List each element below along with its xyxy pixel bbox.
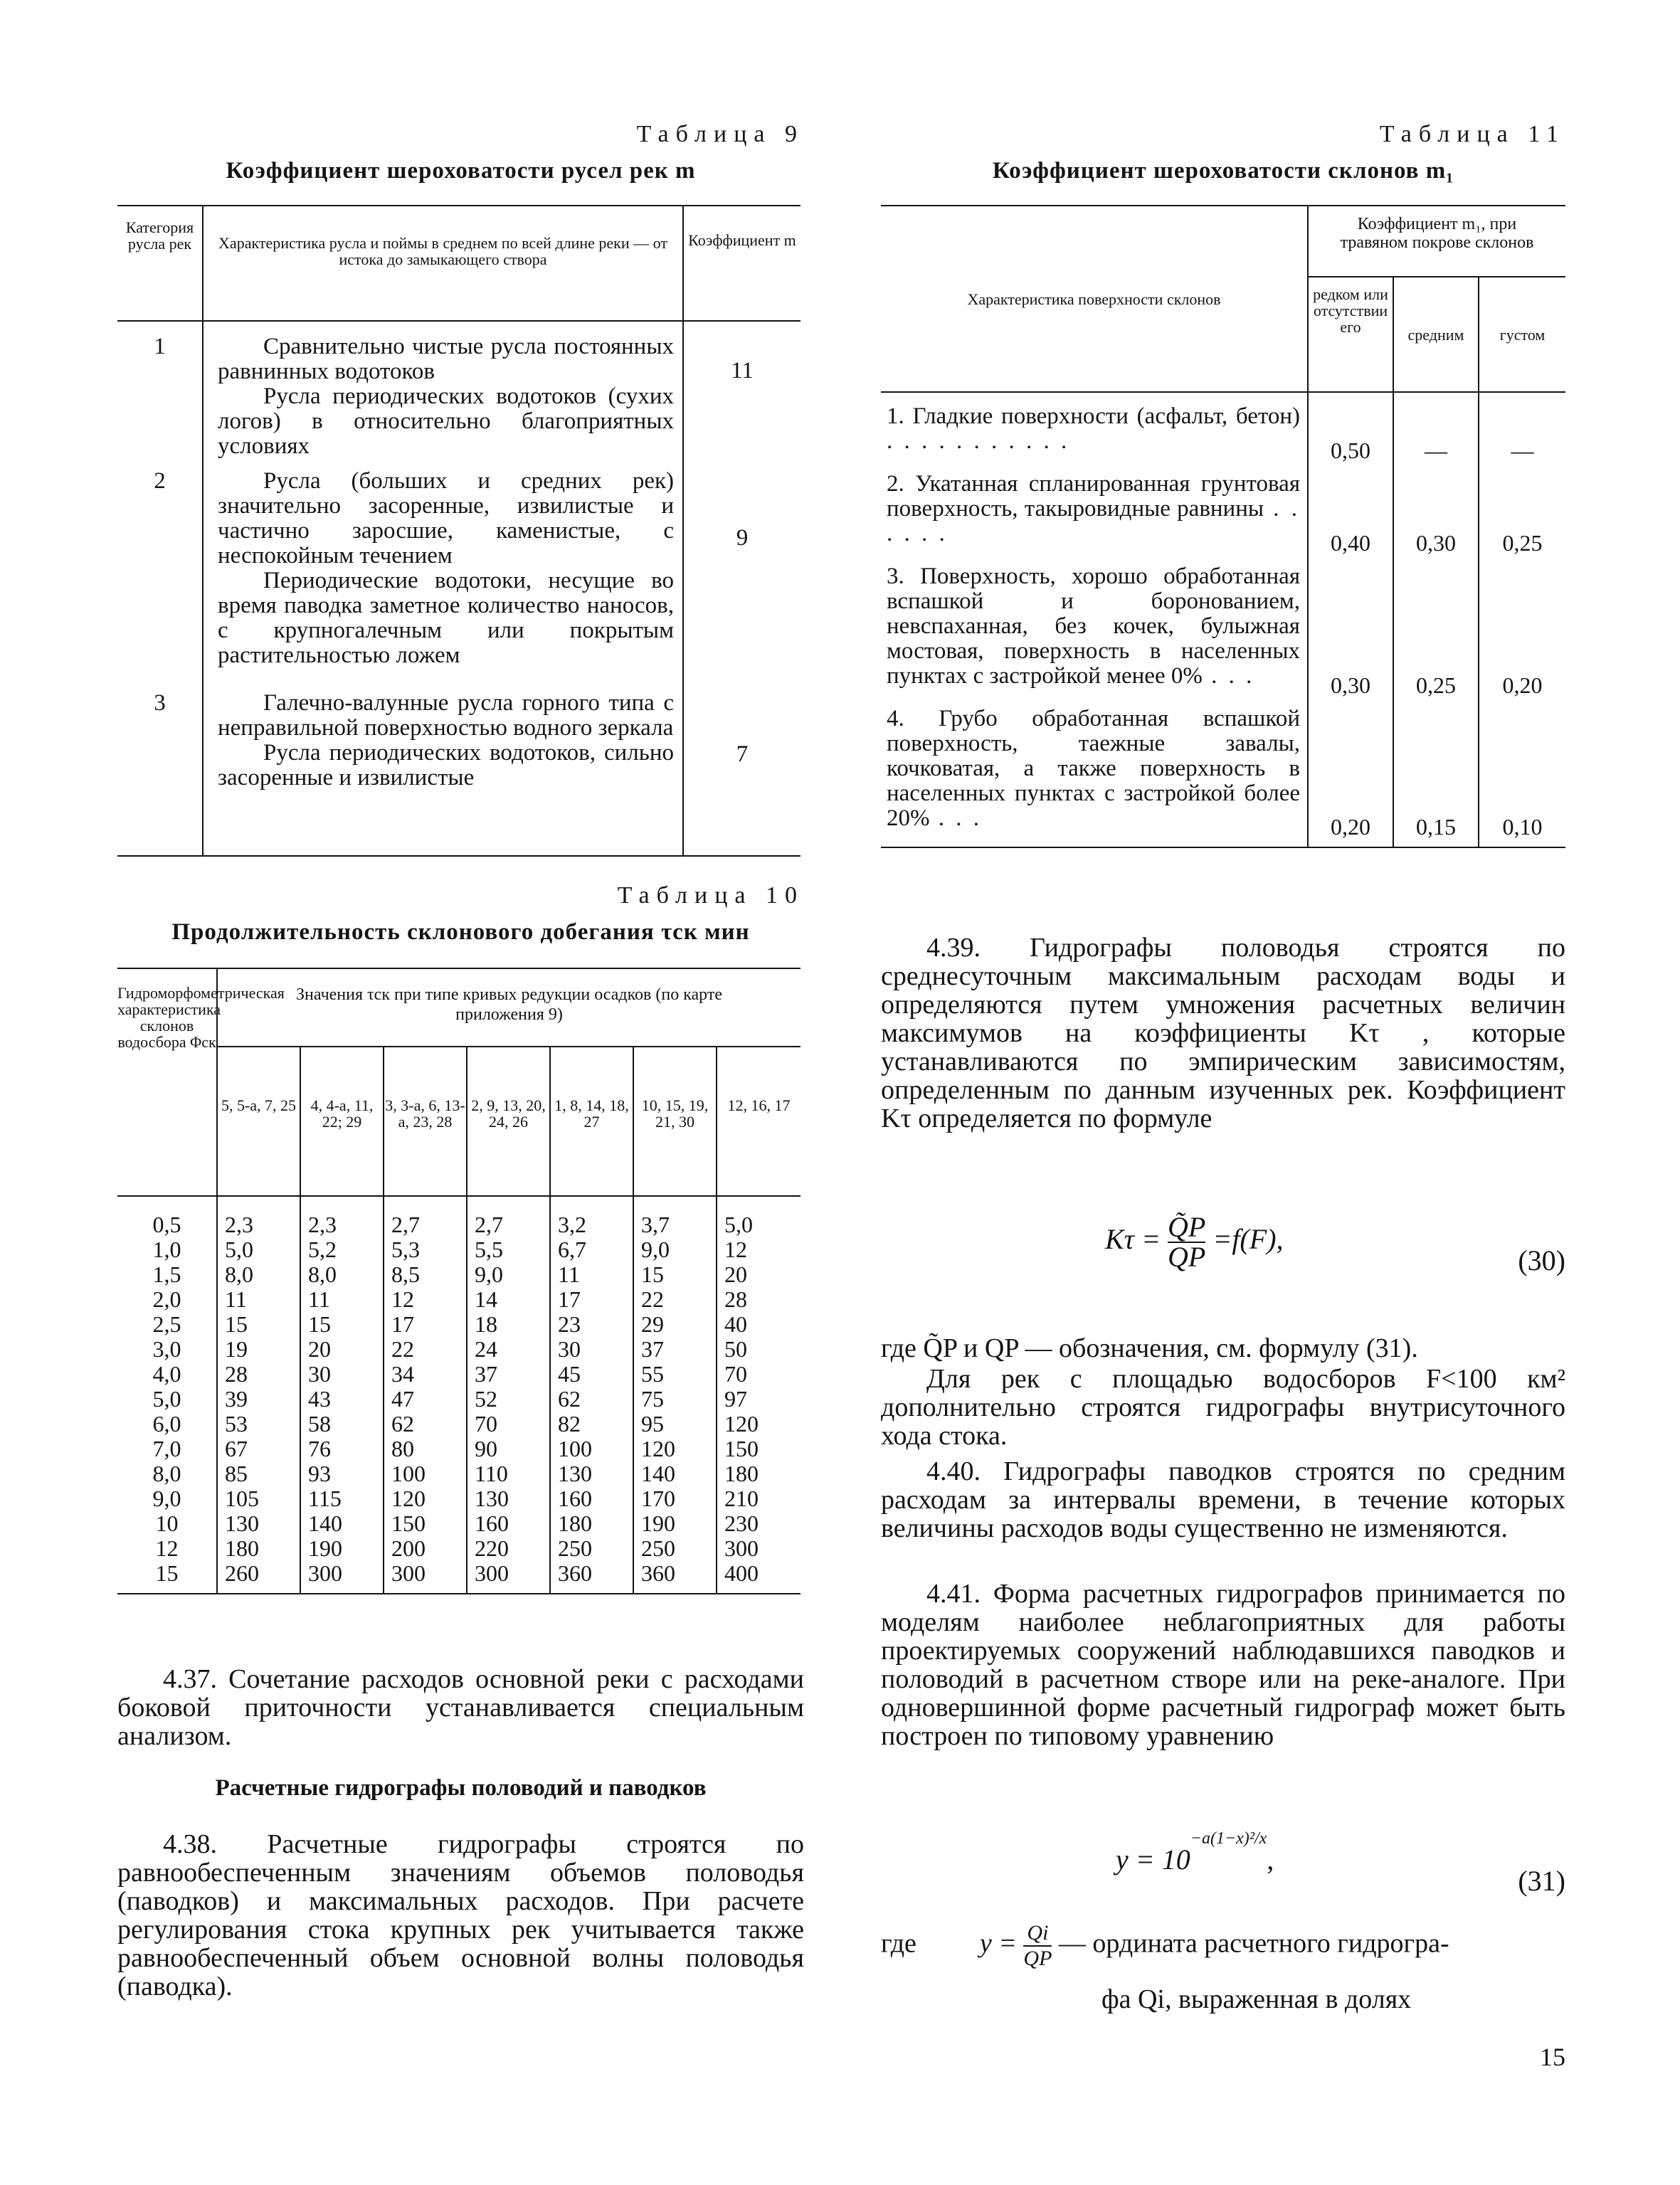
table10-value-cell: 28 xyxy=(724,1286,747,1312)
table11-header-group: Коэффициент m₁, при травяном покрове склонов xyxy=(1308,206,1565,277)
table10-value-cell: 70 xyxy=(467,1412,550,1437)
table10-value-cell: 180 xyxy=(217,1536,300,1561)
table10-value-cell: 39 xyxy=(217,1387,300,1412)
table11-leader-dots: . . . . . . xyxy=(887,496,1300,546)
table10-value-cell: 9,0 xyxy=(467,1262,550,1287)
table-row xyxy=(117,1536,801,1561)
table10-col-header: 5, 5-а, 7, 25 xyxy=(217,1047,300,1196)
table10-value-cell: 11 xyxy=(217,1287,300,1312)
table10-value-cell: 3,2 xyxy=(550,1196,633,1237)
table10-value-cell: 75 xyxy=(633,1387,717,1412)
table10-phi-cell: 4,0 xyxy=(117,1362,217,1387)
table10-value-cell: 45 xyxy=(550,1362,633,1387)
eq30-lhs: Kτ = xyxy=(1105,1223,1161,1256)
table10-value-cell: 2,3 xyxy=(217,1196,300,1237)
page-number: 15 xyxy=(1540,2043,1565,2071)
table10-col-header: 1, 8, 14, 18, 27 xyxy=(550,1047,633,1196)
table10-value-cell: 180 xyxy=(724,1461,759,1486)
table10-value-cell: 24 xyxy=(467,1337,550,1362)
table10-value-cell: 220 xyxy=(467,1536,550,1561)
table10-value-cell: 400 xyxy=(724,1560,759,1586)
table10-value-cell: 15 xyxy=(633,1262,717,1287)
table10-value-cell: 130 xyxy=(217,1511,300,1536)
table10-value-cell: 20 xyxy=(724,1261,747,1287)
table10-phi-cell: 6,0 xyxy=(117,1412,217,1437)
table9-m: 11 xyxy=(731,358,754,383)
table9-caption: Таблица 9 xyxy=(636,121,804,147)
table10-value-cell: 17 xyxy=(550,1287,633,1312)
table10-value-cell: 130 xyxy=(550,1461,633,1486)
eq31-tail: , xyxy=(1267,1843,1274,1875)
table10-value-cell: 2,7 xyxy=(467,1196,550,1237)
table10-value-cell: 8,0 xyxy=(217,1262,300,1287)
table10-value-cell: 260 xyxy=(217,1561,300,1594)
table10-value-cell: 9,0 xyxy=(633,1237,717,1262)
table10-col-header: 12, 16, 17 xyxy=(727,1096,791,1114)
table11-col-header: густом xyxy=(1499,325,1546,344)
eq30-rhs: =f(F), xyxy=(1213,1223,1284,1256)
table11-text-cell xyxy=(881,705,1308,847)
table10-phi-cell: 2,0 xyxy=(117,1287,217,1312)
table10-value-cell: 23 xyxy=(550,1312,633,1337)
table9-header-m: Коэффициент m xyxy=(688,231,796,249)
table11-leader-dots: . . . xyxy=(1202,663,1255,689)
table10-value-cell: 360 xyxy=(633,1561,717,1594)
table-row xyxy=(117,1486,801,1511)
table-row xyxy=(117,1461,801,1486)
table10-value-cell: 30 xyxy=(300,1362,384,1387)
section-title: Расчетные гидрографы половодий и паводков xyxy=(215,1775,707,1801)
table10-value-cell: 300 xyxy=(300,1561,384,1594)
table11-title: Коэффициент шероховатости склонов m₁ xyxy=(992,158,1454,184)
table11-text-cell xyxy=(881,392,1308,470)
table11-value-cell: 0,15 xyxy=(1393,705,1479,847)
table10-value-cell: 160 xyxy=(467,1511,550,1536)
table-row xyxy=(117,1511,801,1536)
table10-value-cell: 5,2 xyxy=(300,1237,384,1262)
table10-phi-cell: 15 xyxy=(117,1561,217,1594)
table11-value-cell: 0,20 xyxy=(1308,705,1393,847)
where-text: — ордината расчетного гидрогра- xyxy=(1058,1928,1449,1959)
table10-value-cell: 300 xyxy=(724,1535,759,1561)
table-row xyxy=(117,1237,801,1262)
table10-value-cell: 130 xyxy=(467,1486,550,1511)
table10-phi-cell: 12 xyxy=(117,1536,217,1561)
table9-text: Галечно-валунные русла горного типа с неправильной поверхностью водного зеркала xyxy=(218,690,674,741)
table-row xyxy=(117,1412,801,1437)
eq31-lhs: y = 10 xyxy=(1116,1843,1190,1875)
table-row xyxy=(117,1561,801,1594)
table11-text-cell xyxy=(881,470,1308,563)
table-row xyxy=(117,691,801,856)
table10-value-cell: 18 xyxy=(467,1312,550,1337)
table10-value-cell: 180 xyxy=(550,1511,633,1536)
table10-value-cell: 50 xyxy=(724,1336,747,1362)
table10-value-cell: 22 xyxy=(633,1287,717,1312)
table10-value-cell: 93 xyxy=(300,1461,384,1486)
table10-phi-cell: 1,5 xyxy=(117,1262,217,1287)
table10-caption: Таблица 10 xyxy=(617,882,804,909)
table-row xyxy=(117,1287,801,1312)
table10-value-cell: 12 xyxy=(384,1287,467,1312)
table10-value-cell: 360 xyxy=(550,1561,633,1594)
where-lhs: y = xyxy=(979,1928,1017,1959)
where-numerator: Qi xyxy=(1023,1921,1052,1947)
para-4-39c: Для рек с площадью водосборов F<100 км² дополнительно строятся гидрографы внутрисуточного хода стока. xyxy=(881,1364,1565,1451)
equation-30 xyxy=(1105,1213,1284,1271)
table11 xyxy=(881,205,1565,848)
where-line xyxy=(881,1921,1449,1971)
table10-value-cell: 37 xyxy=(467,1362,550,1387)
table10-value-cell: 55 xyxy=(633,1362,717,1387)
table10-value-cell: 52 xyxy=(467,1387,550,1412)
table9-m: 7 xyxy=(736,741,749,767)
table10-phi-cell: 8,0 xyxy=(117,1461,217,1486)
table11-value-cell: 0,30 xyxy=(1308,563,1393,705)
table-row xyxy=(117,1337,801,1362)
table-row xyxy=(881,470,1565,563)
table10-value-cell: 120 xyxy=(384,1486,467,1511)
table9-cat: 3 xyxy=(117,691,203,856)
table10-phi-cell: 0,5 xyxy=(117,1196,217,1237)
table10-value-cell: 12 xyxy=(724,1237,747,1262)
table-row xyxy=(117,1312,801,1337)
table10-value-cell: 67 xyxy=(217,1437,300,1461)
table-row xyxy=(117,1362,801,1387)
table10-value-cell: 8,0 xyxy=(300,1262,384,1287)
table11-text: 2. Укатанная спланированная грунтовая поверхность, такыровидные равнины xyxy=(887,471,1300,522)
table11-value-cell: 0,40 xyxy=(1308,470,1393,563)
table11-value-cell: 0,25 xyxy=(1502,530,1543,556)
table10-value-cell: 230 xyxy=(724,1511,759,1536)
table10-value-cell: 105 xyxy=(217,1486,300,1511)
where-fraction xyxy=(1023,1921,1052,1971)
table10-col-header: 10, 15, 19, 21, 30 xyxy=(633,1047,717,1196)
table10-value-cell: 53 xyxy=(217,1412,300,1437)
table10-value-cell: 6,7 xyxy=(550,1237,633,1262)
table9-text: Русла (больших и средних рек) значительно засоренные, извилистые и частично заросшие, каменистые, с неспокойным течением xyxy=(218,468,674,568)
table11-value-cell: 0,20 xyxy=(1502,672,1543,698)
para-4-40: 4.40. Гидрографы паводков строятся по средним расходам за интервалы времени, в течение которых величины расходов воды существенно не изменяются. xyxy=(881,1456,1565,1543)
table10-value-cell: 90 xyxy=(467,1437,550,1461)
table10-title: Продолжительность склонового добегания τск мин xyxy=(171,919,750,945)
table10-value-cell: 5,0 xyxy=(724,1212,753,1237)
where-word: где xyxy=(881,1928,916,1959)
table-row xyxy=(881,563,1565,705)
table10-value-cell: 17 xyxy=(384,1312,467,1337)
para-4-39b: где Q̃P и QP — обозначения, см. формулу (31). xyxy=(881,1333,1418,1363)
table10-value-cell: 19 xyxy=(217,1337,300,1362)
table10-value-cell: 115 xyxy=(300,1486,384,1511)
table10-value-cell: 43 xyxy=(300,1387,384,1412)
table11-caption: Таблица 11 xyxy=(1379,121,1565,147)
table-row xyxy=(117,1262,801,1287)
para-4-37: 4.37. Сочетание расходов основной реки с расходами боковой приточности устанавливается специальным анализом. xyxy=(117,1664,804,1751)
table10-value-cell: 190 xyxy=(300,1536,384,1561)
table10-value-cell: 70 xyxy=(724,1361,747,1387)
table10-value-cell: 160 xyxy=(550,1486,633,1511)
table-row xyxy=(117,321,801,469)
table10-value-cell: 3,7 xyxy=(633,1196,717,1237)
table10-value-cell: 15 xyxy=(217,1312,300,1337)
table10-value-cell: 22 xyxy=(384,1337,467,1362)
table10-col-header: 2, 9, 13, 20, 24, 26 xyxy=(467,1047,550,1196)
table10-value-cell: 80 xyxy=(384,1437,467,1461)
table10-col-header: 4, 4-а, 11, 22; 29 xyxy=(300,1047,384,1196)
equation-31 xyxy=(1116,1829,1274,1876)
table10-value-cell: 62 xyxy=(384,1412,467,1437)
table10-value-cell: 85 xyxy=(217,1461,300,1486)
table10-col-header: 3, 3-а, 6, 13-а, 23, 28 xyxy=(384,1047,467,1196)
where-denominator: QP xyxy=(1023,1947,1052,1970)
table-row xyxy=(117,1387,801,1412)
table10-value-cell: 5,0 xyxy=(217,1237,300,1262)
table10-value-cell: 11 xyxy=(300,1287,384,1312)
where-text-2: фа Qi, выраженная в долях xyxy=(1101,1984,1412,2014)
table9-title: Коэффициент шероховатости русел рек m xyxy=(226,158,696,184)
table11-header-left: Характеристика поверхности склонов xyxy=(881,206,1308,392)
table11-leader-dots: . . . . . . . . . . . xyxy=(887,428,1070,454)
table11-text-cell xyxy=(881,563,1308,705)
para-4-41: 4.41. Форма расчетных гидрографов принимается по моделям наиболее неблагоприятных для работы проектируемых сооружений наблюдавшихся паводков и половодий в расчетном створе или на реке-аналоге. При одновершинной форме расчетный гидрограф может быть построен по типовому уравнению xyxy=(881,1579,1565,1751)
eq31-exponent: −a(1−x)²/x xyxy=(1190,1829,1267,1848)
table10-phi-cell: 1,0 xyxy=(117,1237,217,1262)
table10-value-cell: 110 xyxy=(467,1461,550,1486)
table10-value-cell: 58 xyxy=(300,1412,384,1437)
table10-value-cell: 28 xyxy=(217,1362,300,1387)
table10-value-cell: 2,7 xyxy=(384,1196,467,1237)
table-row xyxy=(881,705,1565,847)
table11-leader-dots: . . . xyxy=(929,805,982,831)
table10-value-cell: 62 xyxy=(550,1387,633,1412)
table10-value-cell: 250 xyxy=(550,1536,633,1561)
table9-text: Русла периодических водотоков (сухих логов) в относительно благоприятных условиях xyxy=(218,383,674,459)
table10-value-cell: 14 xyxy=(467,1287,550,1312)
table10-value-cell: 120 xyxy=(724,1411,759,1437)
table10-phi-cell: 2,5 xyxy=(117,1312,217,1337)
table11-value-cell: 0,10 xyxy=(1502,814,1543,840)
table10-value-cell: 8,5 xyxy=(384,1262,467,1287)
para-4-38: 4.38. Расчетные гидрографы строятся по равнообеспеченным значениям объемов половодья (паводков) и максимальных расходов. При расчете регулирования стока крупных рек учитывается также равнообеспеченный объем основной волны половодья (паводка). xyxy=(117,1829,804,2001)
table10-value-cell: 150 xyxy=(384,1511,467,1536)
table10-value-cell: 76 xyxy=(300,1437,384,1461)
table10-value-cell: 82 xyxy=(550,1412,633,1437)
table10-value-cell: 150 xyxy=(724,1436,759,1461)
table10-value-cell: 47 xyxy=(384,1387,467,1412)
eq30-numerator: Q̃P xyxy=(1168,1211,1206,1243)
table10-value-cell: 190 xyxy=(633,1511,717,1536)
table10-value-cell: 40 xyxy=(724,1311,747,1337)
table-row xyxy=(881,392,1565,470)
table10-value-cell: 300 xyxy=(384,1561,467,1594)
table-row xyxy=(117,1196,801,1237)
table10-phi-cell: 5,0 xyxy=(117,1387,217,1412)
table10-header-left: Гидроморфометрическая характеристика склонов водосбора Φск xyxy=(117,968,217,1196)
table10-value-cell: 140 xyxy=(300,1511,384,1536)
table11-value-cell: 0,25 xyxy=(1393,563,1479,705)
table11-value-cell: — xyxy=(1511,438,1534,463)
table10-value-cell: 95 xyxy=(633,1412,717,1437)
table10-value-cell: 30 xyxy=(550,1337,633,1362)
table10-value-cell: 300 xyxy=(467,1561,550,1594)
table9-text: Русла периодических водотоков, сильно засоренные и извилистые xyxy=(218,740,674,790)
table9 xyxy=(117,205,801,857)
table10-value-cell: 210 xyxy=(724,1486,759,1511)
table10-value-cell: 37 xyxy=(633,1337,717,1362)
para-4-39: 4.39. Гидрографы половодья строятся по среднесуточным максимальным расходам воды и определяются путем умножения расчетных величин максимумов на коэффициенты Kτ , которые устанавливаются по эмпирическим зависимостям, определенным по данным изученных рек. Коэффициент Kτ определяется по формуле xyxy=(881,933,1565,1133)
table-row xyxy=(117,1437,801,1461)
table10-value-cell: 29 xyxy=(633,1312,717,1337)
table10-value-cell: 250 xyxy=(633,1536,717,1561)
table9-cat: 1 xyxy=(117,321,203,469)
table10-value-cell: 5,3 xyxy=(384,1237,467,1262)
table-row xyxy=(117,469,801,691)
table9-header-char: Характеристика русла и поймы в среднем по всей длине реки — от истока до замыкающего створа xyxy=(203,206,683,321)
eq30-number: (30) xyxy=(1518,1244,1565,1276)
eq30-denominator: QP xyxy=(1168,1241,1206,1273)
eq30-fraction xyxy=(1168,1213,1205,1271)
table11-text: 4. Грубо обработанная вспашкой поверхность, таежные завалы, кочковатая, а также поверхность в населенных пунктах с застройкой более 20% xyxy=(887,706,1300,831)
table10-value-cell: 20 xyxy=(300,1337,384,1362)
table11-text: 3. Поверхность, хорошо обработанная вспашкой и боронованием, невспаханная, без кочек, булыжная мостовая, поверхность в населенных пунктах с застройкой менее 0% xyxy=(887,564,1300,689)
table9-text: Сравнительно чистые русла постоянных равнинных водотоков xyxy=(218,334,674,384)
table10-phi-cell: 3,0 xyxy=(117,1337,217,1362)
table10-value-cell: 2,3 xyxy=(300,1196,384,1237)
table10 xyxy=(117,968,801,1594)
table9-text: Периодические водотоки, несущие во время паводка заметное количество наносов, с крупногалечным или покрытым растительностью ложем xyxy=(218,568,674,668)
table9-cat: 2 xyxy=(117,469,203,691)
table10-phi-cell: 10 xyxy=(117,1511,217,1536)
table9-header-cat: Категория русла рек xyxy=(117,206,203,321)
table10-value-cell: 100 xyxy=(550,1437,633,1461)
table10-value-cell: 15 xyxy=(300,1312,384,1337)
table10-value-cell: 170 xyxy=(633,1486,717,1511)
table10-value-cell: 140 xyxy=(633,1461,717,1486)
table10-phi-cell: 9,0 xyxy=(117,1486,217,1511)
table10-value-cell: 5,5 xyxy=(467,1237,550,1262)
table10-value-cell: 120 xyxy=(633,1437,717,1461)
table10-phi-cell: 7,0 xyxy=(117,1437,217,1461)
table11-col-header: средним xyxy=(1393,277,1479,392)
table10-header-group: Значения τск при типе кривых редукции осадков (по карте приложения 9) xyxy=(217,968,801,1047)
table11-value-cell: 0,50 xyxy=(1308,392,1393,470)
table10-value-cell: 97 xyxy=(724,1386,747,1412)
table11-value-cell: 0,30 xyxy=(1393,470,1479,563)
eq31-number: (31) xyxy=(1518,1865,1565,1897)
table10-value-cell: 100 xyxy=(384,1461,467,1486)
table10-value-cell: 34 xyxy=(384,1362,467,1387)
table11-text: 1. Гладкие поверхности (асфальт, бетон) xyxy=(887,403,1300,429)
table11-value-cell: — xyxy=(1393,392,1479,470)
table11-col-header: редком или отсутствии его xyxy=(1308,277,1393,392)
table10-value-cell: 11 xyxy=(550,1262,633,1287)
table9-m: 9 xyxy=(736,525,749,551)
table10-value-cell: 200 xyxy=(384,1536,467,1561)
